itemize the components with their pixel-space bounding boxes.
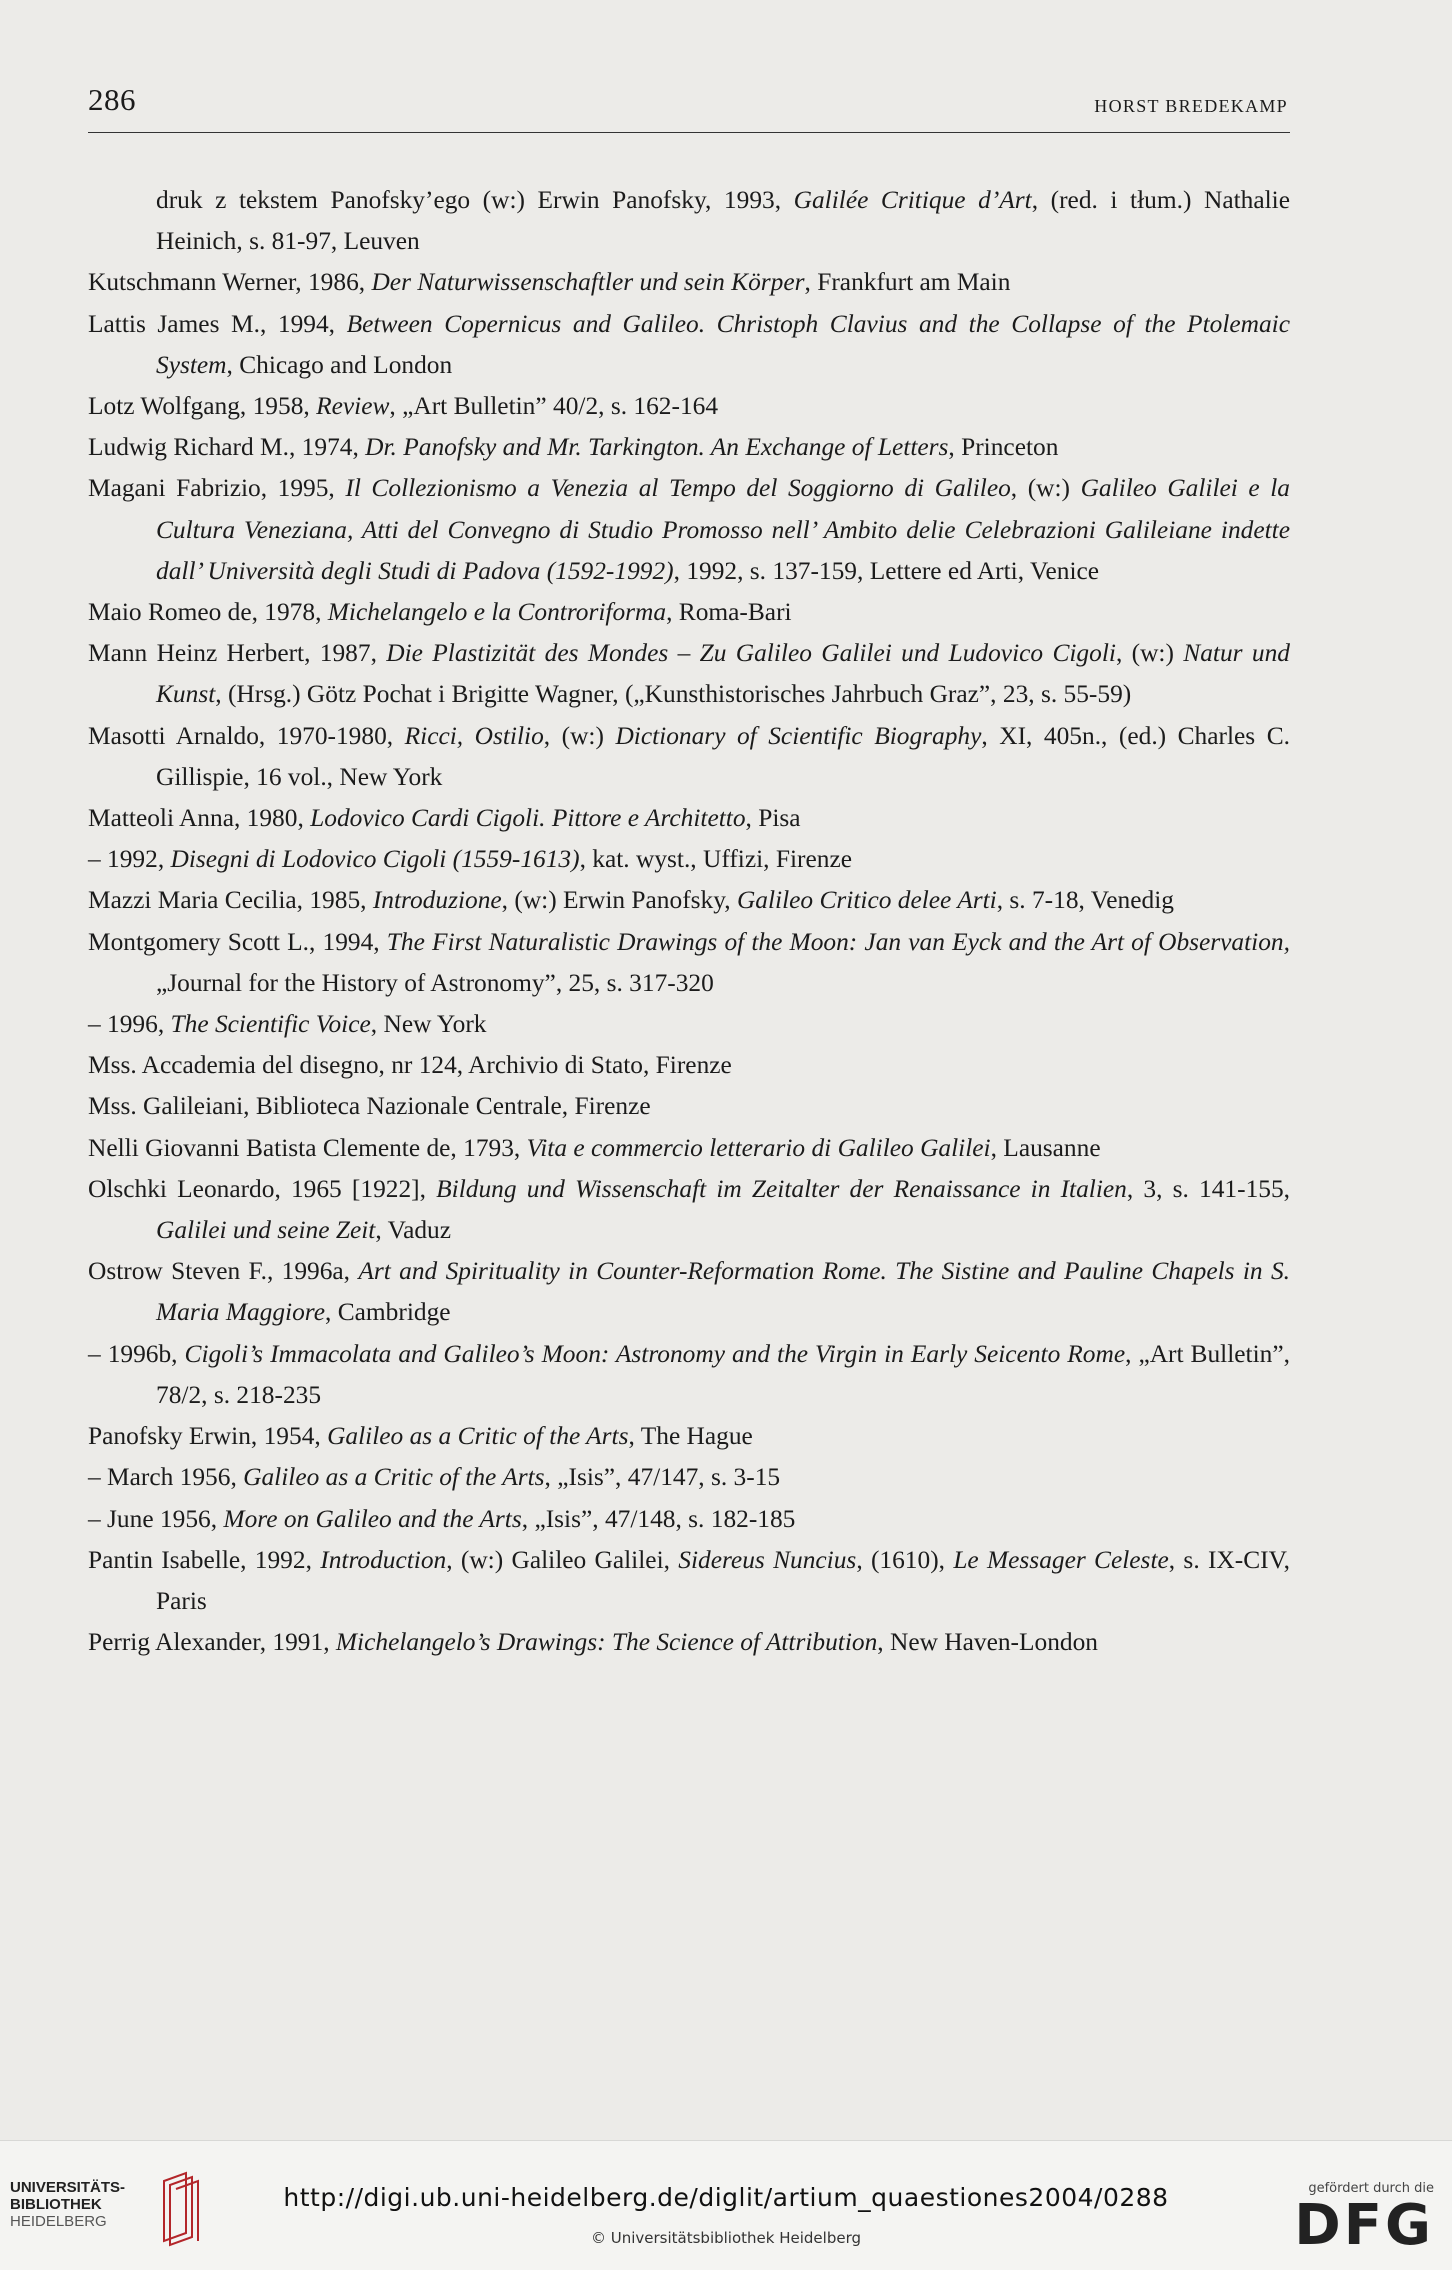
- dfg-logo-icon: DFG: [1294, 2193, 1434, 2258]
- entry-text: , „Isis”, 47/147, s. 3-15: [544, 1463, 781, 1492]
- entry-title: Die Plastizität des Mondes – Zu Galileo Galilei und Ludovico Cigoli: [386, 639, 1116, 668]
- entry-text: , (w:) Galileo Galilei,: [446, 1545, 679, 1574]
- page-header: [88, 82, 1290, 133]
- entry-text: , „Isis”, 47/148, s. 182-185: [521, 1504, 796, 1533]
- copyright-notice: © Universitätsbibliothek Heidelberg: [590, 2229, 861, 2247]
- entry-title: Galileo Galilei e la Cultura Veneziana, Atti del Convegno di Studio Promosso nell’ Ambito delie Celebrazioni Galileiane indette dall’ Università degli Studi di Padova (1592-1992): [156, 474, 1290, 585]
- entry-text: , Chicago and London: [226, 350, 453, 379]
- entry-text: Nelli Giovanni Batista Clemente de, 1793,: [88, 1133, 527, 1162]
- bibliography-entry: [88, 716, 1290, 798]
- bibliography-entry: [88, 1416, 1290, 1457]
- page-number: 286: [88, 82, 136, 117]
- entry-title: The First Naturalistic Drawings of the Moon: Jan van Eyck and the Art of Observation,: [386, 927, 1290, 956]
- entry-title: Art and Spirituality in Counter-Reformation Rome. The Sistine and Pauline Chapels in S. Maria Maggiore: [156, 1257, 1291, 1327]
- library-name-line: UNIVERSITÄTS-: [10, 2179, 126, 2196]
- funding-caption: gefördert durch die: [1308, 2181, 1434, 2196]
- entry-title: Review: [316, 392, 390, 421]
- entry-text: – March 1956,: [88, 1463, 244, 1492]
- library-name-line: HEIDELBERG: [10, 2213, 107, 2230]
- bibliography-entry: [88, 1086, 1290, 1127]
- entry-text: , Lausanne: [990, 1133, 1101, 1162]
- entry-title: Der Naturwissenschaftler und sein Körper: [371, 268, 805, 297]
- bibliography-entry: [88, 1334, 1290, 1416]
- bibliography-entry: [88, 1540, 1290, 1622]
- entry-title: Between Copernicus and Galileo. Christoph Clavius and the Collapse of the Ptolemaic System: [156, 309, 1290, 379]
- entry-text: , kat. wyst., Uffizi, Firenze: [579, 845, 852, 874]
- entry-text: , (w:): [1010, 474, 1081, 503]
- entry-title: Galileo as a Critic of the Arts: [243, 1463, 545, 1492]
- bibliography-entry: [88, 1169, 1290, 1251]
- entry-text: Mss. Galileiani, Biblioteca Nazionale Centrale, Firenze: [88, 1092, 651, 1121]
- entry-text: Montgomery Scott L., 1994,: [88, 927, 387, 956]
- entry-title: Galileo Critico delee Arti: [736, 886, 997, 915]
- entry-text: – June 1956,: [88, 1504, 224, 1533]
- entry-text: , (red. i tłum.) Nathalie Heinich, s. 81-97, Leuven: [156, 186, 1290, 256]
- bibliography-list: [88, 180, 1290, 1663]
- entry-text: Ostrow Steven F., 1996a,: [88, 1257, 359, 1286]
- entry-text: – 1996,: [88, 1010, 171, 1039]
- entry-title: Disegni di Lodovico Cigoli (1559-1613): [170, 845, 580, 874]
- entry-text: Lattis James M., 1994,: [88, 309, 347, 338]
- entry-text: , New Haven-London: [877, 1628, 1098, 1657]
- entry-text: Masotti Arnaldo, 1970-1980,: [88, 721, 405, 750]
- entry-text: , XI, 405n., (ed.) Charles C. Gillispie, 16 vol., New York: [156, 721, 1290, 791]
- entry-text: , s. IX-CIV, Paris: [156, 1545, 1291, 1615]
- entry-title: Galilei und seine Zeit: [156, 1216, 376, 1245]
- entry-title: The Scientific Voice: [170, 1010, 371, 1039]
- entry-text: , „Art Bulletin” 40/2, s. 162-164: [389, 392, 719, 421]
- entry-text: , 3, s. 141-155,: [1126, 1174, 1290, 1203]
- entry-title: Vita e commercio letterario di Galileo Galilei: [526, 1133, 991, 1162]
- entry-title: Dr. Panofsky and Mr. Tarkington. An Exchange of Letters: [365, 433, 949, 462]
- entry-text: druk z tekstem Panofsky’ego (w:) Erwin Panofsky, 1993,: [156, 186, 794, 214]
- entry-text: „Journal for the History of Astronomy”, 25, s. 317-320: [156, 968, 714, 997]
- bibliography-entry: [88, 1045, 1290, 1086]
- entry-text: Mss. Accademia del disegno, nr 124, Archivio di Stato, Firenze: [88, 1051, 732, 1080]
- bibliography-entry: [88, 1622, 1290, 1663]
- entry-title: Introduzione: [372, 886, 502, 915]
- entry-title: Lodovico Cardi Cigoli. Pittore e Architetto: [310, 804, 746, 833]
- entry-text: Ludwig Richard M., 1974,: [88, 433, 366, 462]
- entry-title: More on Galileo and the Arts: [223, 1504, 522, 1533]
- bibliography-entry: [88, 386, 1290, 427]
- entry-title: Sidereus Nuncius: [678, 1545, 857, 1574]
- bibliography-entry: [88, 304, 1290, 386]
- bibliography-entry: [88, 880, 1290, 921]
- entry-title: Le Messager Celeste: [953, 1545, 1169, 1574]
- entry-text: Lotz Wolfgang, 1958,: [88, 392, 317, 421]
- bibliography-entry: [88, 592, 1290, 633]
- entry-text: Matteoli Anna, 1980,: [88, 804, 311, 833]
- bibliography-entry: [88, 839, 1290, 880]
- entry-text: Kutschmann Werner, 1986,: [88, 268, 372, 297]
- bibliography-entry: [88, 633, 1290, 715]
- entry-text: , New York: [370, 1010, 487, 1039]
- bibliography-entry: [88, 427, 1290, 468]
- entry-text: , Roma-Bari: [666, 598, 792, 627]
- entry-text: , 1992, s. 137-159, Lettere ed Arti, Venice: [673, 556, 1100, 585]
- bibliography-entry: [88, 262, 1290, 303]
- entry-text: Panofsky Erwin, 1954,: [88, 1422, 328, 1451]
- entry-text: Pantin Isabelle, 1992,: [88, 1545, 321, 1574]
- bibliography-entry: [88, 798, 1290, 839]
- entry-title: Michelangelo e la Controriforma: [327, 598, 667, 627]
- entry-title: Galilée Critique d’Art: [793, 186, 1032, 214]
- entry-title: Galileo as a Critic of the Arts: [327, 1422, 629, 1451]
- entry-text: , (1610),: [856, 1545, 954, 1574]
- library-name-line: BIBLIOTHEK: [10, 2196, 102, 2213]
- entry-title: Il Collezionismo a Venezia al Tempo del Soggiorno di Galileo: [345, 474, 1011, 503]
- entry-title: Michelangelo’s Drawings: The Science of Attribution: [335, 1628, 878, 1657]
- bibliography-entry: [88, 922, 1290, 1004]
- entry-text: , „Art Bulletin”, 78/2, s. 218-235: [156, 1339, 1290, 1409]
- entry-text: Mazzi Maria Cecilia, 1985,: [88, 886, 373, 915]
- entry-title: Cigoli’s Immacolata and Galileo’s Moon: Astronomy and the Virgin in Early Seicento Rome: [184, 1339, 1126, 1368]
- entry-text: – 1992,: [88, 845, 171, 874]
- bibliography-entry: [88, 468, 1290, 592]
- entry-text: Maio Romeo de, 1978,: [88, 598, 328, 627]
- entry-text: , (w:) Erwin Panofsky,: [501, 886, 737, 915]
- entry-text: Olschki Leonardo, 1965 [1922],: [88, 1174, 437, 1203]
- entry-text: Perrig Alexander, 1991,: [88, 1628, 336, 1657]
- bibliography-entry: [88, 1251, 1290, 1333]
- digitization-footer: [0, 2140, 1452, 2270]
- bibliography-entry: [88, 180, 1290, 262]
- entry-text: , s. 7-18, Venedig: [996, 886, 1174, 915]
- entry-text: Magani Fabrizio, 1995,: [88, 474, 346, 503]
- bibliography-entry: [88, 1457, 1290, 1498]
- entry-text: , (w:): [1115, 639, 1184, 668]
- bibliography-entry: [88, 1004, 1290, 1045]
- entry-text: , (Hrsg.) Götz Pochat i Brigitte Wagner, („Kunsthistorisches Jahrbuch Graz”, 23, s. 55-59): [215, 680, 1132, 709]
- entry-title: Bildung und Wissenschaft im Zeitalter der Renaissance in Italien: [436, 1174, 1127, 1203]
- entry-title: Natur und Kunst: [156, 639, 1290, 709]
- entry-text: , Vaduz: [375, 1216, 452, 1245]
- dfg-funding-logo[interactable]: [1284, 2181, 1434, 2261]
- entry-text: , Pisa: [745, 804, 801, 833]
- entry-text: , Frankfurt am Main: [804, 268, 1011, 297]
- entry-text: , Cambridge: [325, 1298, 451, 1327]
- entry-title: Dictionary of Scientific Biography: [615, 721, 982, 750]
- entry-text: – 1996b,: [88, 1339, 185, 1368]
- running-head: HORST BREDEKAMP: [1094, 96, 1288, 116]
- entry-text: , The Hague: [628, 1422, 753, 1451]
- entry-text: , Princeton: [948, 433, 1059, 462]
- entry-text: Mann Heinz Herbert, 1987,: [88, 639, 387, 668]
- bibliography-entry: [88, 1499, 1290, 1540]
- bibliography-entry: [88, 1128, 1290, 1169]
- entry-title: Ricci, Ostilio: [404, 721, 544, 750]
- source-url-link[interactable]: http://digi.ub.uni-heidelberg.de/diglit/artium_quaestiones2004/0288: [283, 2183, 1169, 2212]
- entry-text: , (w:): [543, 721, 616, 750]
- entry-title: Introduction: [320, 1545, 447, 1574]
